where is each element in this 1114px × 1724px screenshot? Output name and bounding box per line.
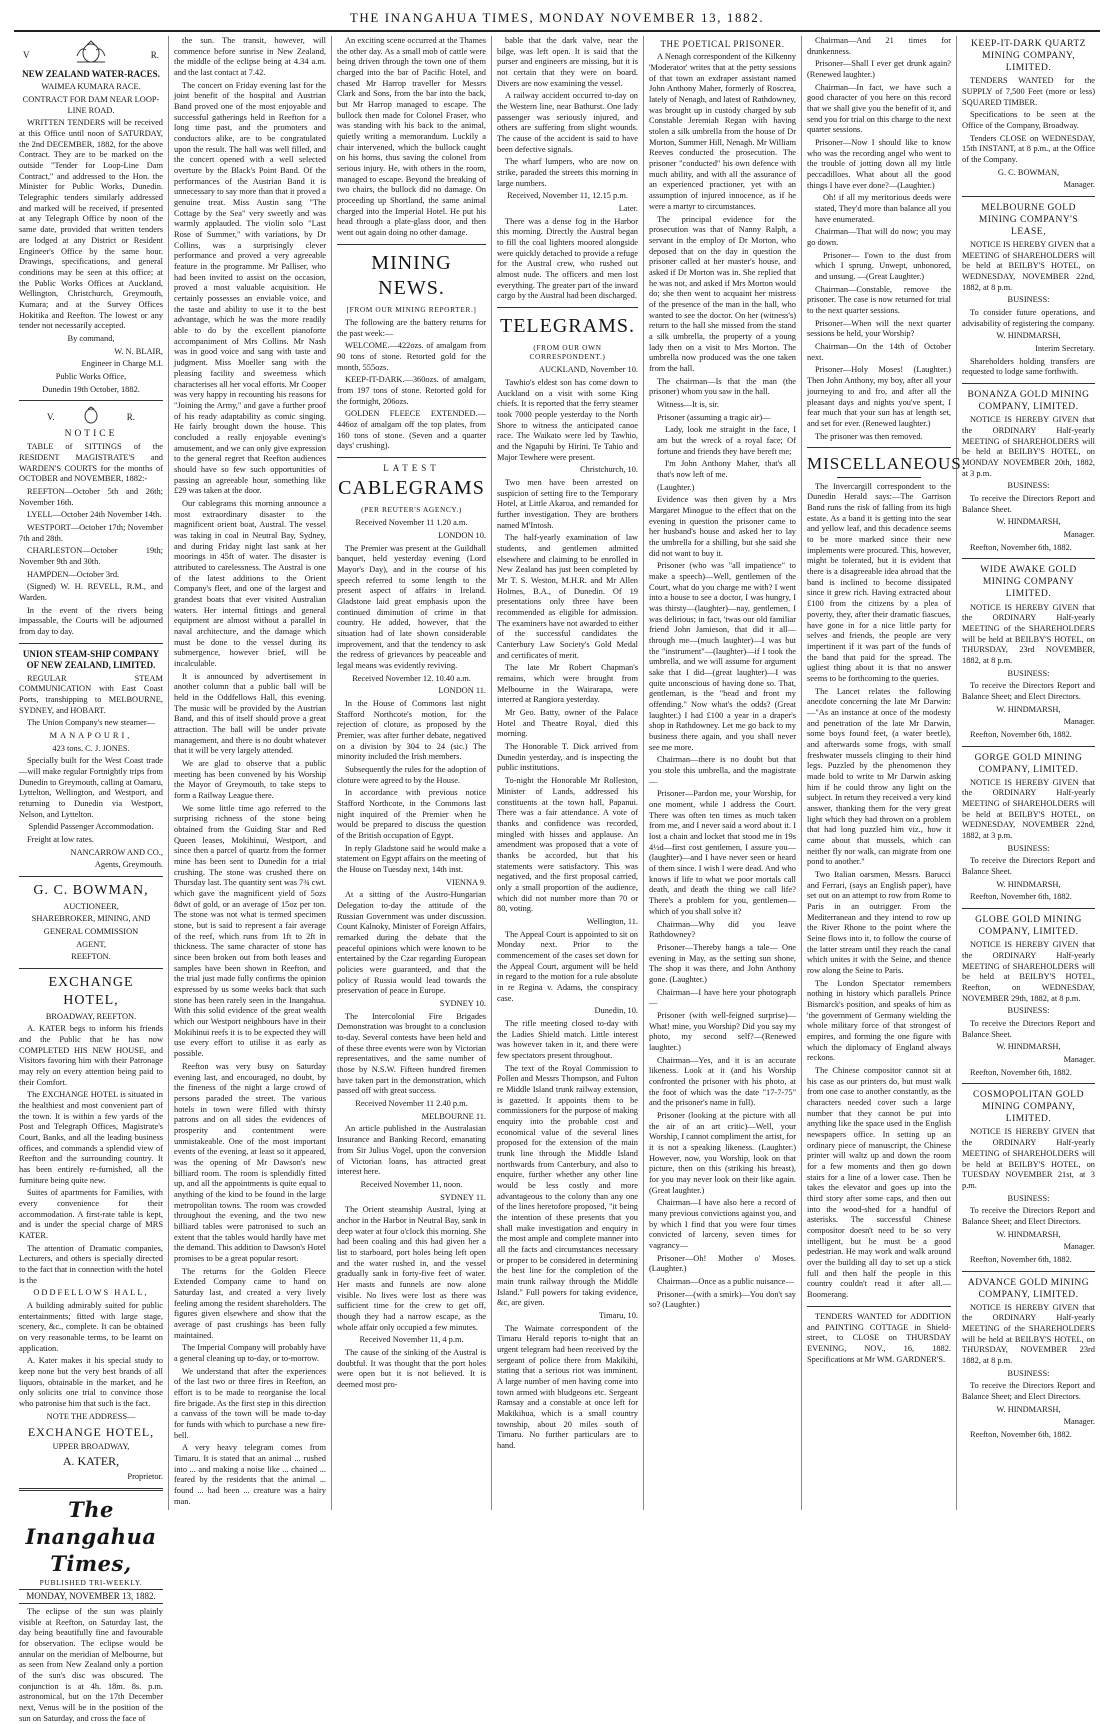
- telegram-place: Dunedin, 10.: [594, 1006, 638, 1016]
- ad-title: BONANZA GOLD MINING COMPANY, LIMITED.: [967, 390, 1090, 413]
- cable-body: At a sitting of the Austro-Hungarian Delegation to-day the attitude of the Russian Government was under discussion. Count Kalnoky, Minister of Foreign Affairs, remarked during the debate that the peaceful opinions which were known to be entertained by the Czar regarding European policies were guaranteed, and that the policy of Russia would lead towards the preservation of peace in Europe.: [337, 890, 486, 996]
- divider: [962, 1083, 1095, 1084]
- waterrace-sign-line: By command,: [67, 333, 115, 343]
- misc-paragraph: The Lancet relates the following anecdote concerning the late Mr Darwin:—"As an instance at once of the modesty and penetration of the late Mr Darwin, some boys found feet, (a water beetle), and afterwards some frogs, with small freshwater mussels clinging to their hind legs. Puzzled by the phenomenon they made bold to write to Mr Darwin asking him if he could throw any light on the subject. In return they received a very kind answer, thanking them for the very great light which they had thrown on a problem that had long puzzled him viz., how it came about that mussels, which can neither fly nor walk, can migrate from one pond to another.": [807, 686, 951, 867]
- divider: [19, 643, 163, 644]
- cable-body: The cause of the sinking of the Austral is doubtful. It was thought that the port holes were open but it is not believed. It is deemed most pro-: [337, 1347, 486, 1389]
- article-paragraph: Prisoner—Pardon me, your Worship, for one moment, while I address the Court. There was often ten times as much taken from me, and I never said a word about it. I lost a chain and locket that stood me in 19s 4½d—first cost gentlemen, I assure you—(laughter)—and I have never seen or heard of them since. I wish I were dead. And who knows if life to what we poor mortals call death, and death the thing we call life? There's a problem for you, gentlemen—which of you shall solve it?: [649, 789, 796, 916]
- ad-title: COSMOPOLITAN GOLD MINING COMPANY, LIMITED.: [973, 1090, 1084, 1125]
- article-paragraph: Witness—It is, sir.: [657, 399, 720, 409]
- telegram-body: The Appeal Court is appointed to sit on Monday next. Prior to the commencement of the cases set down for the Appeal Court, argument will be held in regard to the motion for a rule absolute in re Regina v. Adams, the conspiracy case.: [497, 929, 638, 1003]
- article-paragraph: Chairman—On the 14th of October next.: [807, 342, 951, 362]
- exchange-hotel-body: A. Kater makes it his special study to keep none but the very best brands of all liquors, obtainable in the market, and he only solicits one trial to convince those who patronise him that such is the fact.: [19, 1356, 163, 1409]
- exchange-hotel-address: UPPER BROADWAY,: [52, 1441, 130, 1451]
- misc-paragraph: The Invercargill correspondent to the Dunedin Herald says:—The Garrison Band runs the risk of falling from its high estate. As a band it is getting into the sear and yellow leaf, and this decadence seems to be more marked since their new implements were procured. This, however, might be tolerated, but it is evident that there is a disagreeable idea abroad that the band is inclined to become dissipated since it grew rich. Having extracted about £100 from the citizens by a plea of poverty, they, after their dramatic fiascues, have gone in for a nice little party for selves and friends, the people are very impertinent if it was part of the funds of the band that paid for the spread. The ugliest thing about it is that no answer seems to be forthcoming to the queries.: [807, 481, 951, 683]
- ad-body: NOTICE IS HEREBY GIVEN that the ORDINARY Half-yearly MEETING of SHAREHOLDERS will be held at BEILBY'S HOTEL, Reefton, on WEDNESDAY, NOVEMBER 29th, 1882, at 8 p.m.: [962, 940, 1095, 1003]
- steamer-name: MANAPOURI,: [49, 730, 133, 740]
- notice-sitting: WESTPORT—October 17th; November 7th and 28th.: [19, 523, 163, 543]
- timaru-article: A very heavy telegram comes from Timaru. It is stated that an animal ... rushed into ... and making a noise like ... chained ... feared by the residents that the animal ... found ... had been ... creature was a hairy man.: [174, 1443, 326, 1506]
- cable-body: The wharf lumpers, who are now on strike, paraded the streets this morning in large numbers.: [497, 157, 638, 188]
- exchange-hotel-address: NOTE THE ADDRESS—: [46, 1411, 136, 1421]
- divider: [19, 400, 163, 401]
- ad-date: Reefton, November 6th, 1882.: [970, 1254, 1072, 1264]
- cable-place: Later.: [618, 204, 638, 214]
- exchange-hotel-signature: A. KATER,: [62, 1454, 120, 1469]
- mining-return: GOLDEN FLEECE EXTENDED.—446oz of amalgam off the top plates, from 160 tons of stone. (Seven and a quarter days' crushing).: [337, 409, 486, 451]
- exchange-hotel-signature: Proprietor.: [127, 1471, 163, 1481]
- waterrace-signatory: W. N. BLAIR,: [114, 346, 163, 356]
- exchange-hotel-body: A. KATER begs to inform his friends and the Public that he has now COMPLETED HIS NEW HOUSE, and Visitors favoring him with their Patronage may rely on every attention being paid to their Comfort.: [19, 1024, 163, 1087]
- ad-business: BUSINESS:: [1007, 481, 1050, 491]
- bowman-line: AGENT,: [76, 939, 106, 949]
- article-paragraph: Chairman—And 21 times for drunkenness.: [807, 36, 951, 56]
- exchange-hotel-body: The attention of Dramatic companies, Lecturers, and others is specially directed to the fact that in connection with the hotel is the: [19, 1243, 163, 1285]
- cable-place: LONDON 10.: [438, 530, 486, 540]
- cable-body: In accordance with previous notice Stafford Northcote, in the Commons last night inquired of the Premier when he would be prepared to discuss the question of the British occupation of Egypt.: [337, 788, 486, 841]
- union-body: Specially built for the West Coast trade—will make regular Fortnightly trips from Dunedin to Greymouth, calling at Oamaru, Lyttelton, Wellington, and Westport, and returning to Dunedin via Westport, Nelson, and Lyttelton.: [19, 756, 163, 819]
- concert-article: The concert on Friday evening last for the joint benefit of the hospital and Austrian Band proved one of the most enjoyable and successful gatherings held in Reefton for a long time past, and the promoters and conductors alike, are to be congratulated upon the result. The hall was well filled, and the concert opened with a well selected overture by the Black's Point Band. Of the performances of the Austrian Band it is unnecessary to say more than that it proved a genuine treat. Miss Austin sang "The Cottage by the Sea" very sweetly and was warmly applauded. The violin solo "Last Rose of Summer," with variations, by Dr Collins, was a surprisingly clever performance and proved a very agreeable feature in the programme. Mr Palliser, who had been invited to assist on the occasion, proved a most valuable acquisition. He certainly possesses an enviable voice, and the taste and ability to use it to the best advantage, which he was the more readily able to do by the excellent pianoforte accompaniment of Mrs Collins. Mr Nash was in good voice and sang with taste and judgment. Miss Moeller sang with the pleasing facility and sweetness which characterises all her vocal efforts. Mr Cooper was very happy in recounting his reasons for "Joining the Army," and gave a further proof of his ready adaptability as comic singing. He fairly brought down the house. This concluded a really enjoyable evening's amusement, and we can only give expression to the general regret that Reefton audiences should have so few such opportunities of passing an agreeable hour, something like £29 was taken at the door.: [174, 80, 326, 496]
- article-paragraph: Chairman—there is no doubt but that you stole this umbrella, and the magistrate—: [649, 755, 796, 786]
- cable-body: Subsequently the rules for the adoption of cloture were agreed to by the House.: [337, 764, 486, 785]
- column-3: [332, 36, 492, 1510]
- article-paragraph: Prisoner (who was "all impatience" to make a speech)—Well, gentlemen of the Court, what do you charge me with? I went into a house to see a doctor, I was hungry, I was thirsty—(laughter)—nay, gentlemen, I was delirious; in fact, 'twas our old familiar friend John Jamieson, that did it all—through me—(much laughter)—I was but the "instrument"—(laughter)—if I took the umbrella, and we will assume for argument sake that I did—(great laughter)—I was quite unconscious of having done so. That, gentleman, is the "head and front my offending." Now what's the odds? (Great laughter.) I had £100 a year in a draper's shop in Rathdowney. Let me go back to my business there again, and you shall never see me more.: [649, 561, 796, 752]
- ad-signatory: W. HINDMARSH,: [996, 1229, 1061, 1239]
- ad-business: BUSINESS:: [1007, 1193, 1050, 1203]
- telegram-body: The late Mr Robert Chapman's remains, which were brought from Melbourne in the Wairarapa, were interred at Rangiora yesterday.: [497, 663, 638, 705]
- notice-signature: (Signed) W. H. REVELL, R.M., and Warden.: [19, 582, 163, 603]
- cable-body: An article published in the Australasian Insurance and Banking Record, emanating from Sir Julius Vogel, upon the conversion of Victorian loans, has attracted great interest here.: [337, 1124, 486, 1177]
- cable-date: Received November 11 2.40 p.m.: [355, 1099, 468, 1109]
- fire-brigade-article: We understand that after the experiences of the last two or three fires in Reefton, an effort is to be made to reorganise the local fire brigade. As the first step in this direction a canvass of the town will be made to-day for funds with which to purchase a new fire-bell.: [174, 1366, 326, 1440]
- waterrace-contract: CONTRACT FOR DAM NEAR LOOP-LINE ROAD.: [22, 95, 160, 115]
- ad-title: GLOBE GOLD MINING COMPANY, LIMITED.: [975, 915, 1082, 938]
- divider: [497, 307, 638, 308]
- railway-league-article: We are glad to observe that a public meeting has been convened by his Worship the Mayor of Greymouth, to take steps to form a Railway League there.: [174, 759, 326, 801]
- column-1: [14, 36, 169, 1723]
- telegram-place: AUCKLAND, November 10.: [538, 365, 638, 375]
- mining-return: KEEP-IT-DARK.—360ozs. of amalgam, from 197 tons of stone. Retorted gold for the fortnight, 206ozs.: [337, 375, 486, 406]
- crest-icon: [80, 406, 102, 424]
- cable-place: VIENNA 9.: [445, 877, 486, 887]
- telegram-body: The Honorable T. Dick arrived from Dunedin yesterday, and is inspecting the public institutions.: [497, 742, 638, 773]
- ad-body: NOTICE IS HEREBY GIVEN that the ORDINARY Half-yearly MEETING of SHAREHOLDERS will be held at BEILBY'S HOTEL, on WEDNESDAY, NOVEMBER 22nd, 1882, at 3 p.m.: [962, 777, 1095, 841]
- union-body: REGULAR STEAM COMMUNICATION with East Coast Ports, transhipping to MELBOURNE, SYDNEY, and HOBART.: [19, 673, 163, 715]
- thames-article: An exciting scene occurred at the Thames the other day. As a small mob of cattle were being driven through the town one of them charged into the bar of Pacific Hotel, and chased Mr Harrop traveller for Messrs Clark and Sons, from the bar into the back, but Mr Harrop managed to escape. The bullock then made for Colonel Fraser, who was standing with his back to the animal, quietly writing a memorandum. Luckily a chair intervened, which the bullock caught on his horns, thus saving the colonel from serious injury. He, with others in the room, managed to escape. Beyond the breaking of two chairs, the bullock did no damage. On proceeding up Shortland, the same animal charged into the Imperial Hotel. He put his head through a plate-glass door, and then went out again doing no other damage.: [337, 36, 486, 238]
- waterrace-title: NEW ZEALAND WATER-RACES.: [22, 69, 160, 79]
- article-paragraph: Prisoner—Oh! Mother o' Moses. (Laughter.): [649, 1253, 796, 1274]
- ad-signatory: W. HINDMARSH,: [996, 1404, 1061, 1414]
- union-signature: NANCARROW AND CO.,: [70, 847, 163, 857]
- notice-sitting: REEFTON—October 5th and 26th; November 16th.: [19, 486, 163, 507]
- mining-news-byline: [FROM OUR MINING REPORTER.]: [346, 304, 477, 314]
- waterrace-body: WRITTEN TENDERS will be received at this Office until noon of SATURDAY, the 2nd DECEMBER, 1882, for the above Contract. They are to be marked on the outside "Tender for Loop-Line Dam Contract," and addressed to the Hon. the Minister for Public Works, Dunedin. Telegraphic tenders similarly addressed and marked will be received, if presented at any Telegraph Office by noon of the same date, provided that written tenders are lodged at any District or Resident Engineer's Office by the same hour. Drawings, specifications, and general conditions may be seen at this office; at the Public Works Offices at Auckland, Wellington, Christchurch, Greymouth, Kumara; and at the Survey Offices Hokitika and Reefton. The lowest or any tender not necessarily accepted.: [19, 118, 163, 331]
- telegram-place: Wellington, 11.: [586, 916, 638, 926]
- ad-body: Shareholders holding transfers are requested to lodge same forthwith.: [962, 356, 1095, 377]
- waterrace-sign-line: Dunedin 19th October, 1882.: [42, 384, 140, 394]
- ad-title: ADVANCE GOLD MINING COMPANY, LIMITED.: [967, 1277, 1090, 1300]
- cable-body: In the House of Commons last night Stafford Northcote's motion, for the rejection of cloture, as proposed by the Premier, was after further debate, negatived on a division by 304 to 24 (sic.) The minority included the Irish members.: [337, 698, 486, 762]
- ad-body: NOTICE IS HEREBY GIVEN that the ORDINARY Half-yearly MEETING of SHAREHOLDERS will be held at BEILBY'S HOTEL, on MONDAY NOVEMBER 20th, 1882, at 3 p.m.: [962, 415, 1095, 478]
- waterrace-sign-line: Public Works Office,: [55, 371, 127, 381]
- imperial-article: The Imperial Company will probably have a general cleaning up to-day, or to-morrow.: [174, 1343, 326, 1363]
- masthead-date: MONDAY, NOVEMBER 13, 1882.: [19, 1589, 163, 1604]
- cable-place: MELBOURNE 11.: [421, 1111, 486, 1121]
- exchange-hotel-body: Suites of apartments for Families, with every convenience for their accommodation. A first-rate table is kept, and is under the special charge of MRS KATER.: [19, 1188, 163, 1241]
- ad-date: Reefton, November 6th, 1882.: [970, 892, 1072, 902]
- divider: [807, 1306, 951, 1307]
- ad-title: MELBOURNE GOLD MINING COMPANY'S LEASE,: [978, 202, 1079, 238]
- notice-body: TABLE of SITTINGS of the RESIDENT MAGISTRATE'S and WARDEN'S COURTS for the months of OCTOBER and NOVEMBER, 1882:-: [19, 442, 163, 484]
- telegrams-title: TELEGRAMS.: [500, 315, 635, 338]
- article-paragraph: The chairman—Is that the man (the prisoner) whom you saw in the hall.: [649, 376, 796, 397]
- ad-business: BUSINESS:: [1007, 1006, 1050, 1016]
- saturday-evening-article: Reefton was very busy on Saturday evening last, and encouraged, no doubt, by the fineness of the night a large crowd of persons paraded the street. The various hotels in town were filled with thirsty patrons and on all sides the evidences of prosperity and contentment were unmistakeable. One of the most important events of the evening, at least so it appeared, was the opening of Mr Dawson's new billiard room. The room is splendidly fitted up, and all the appointments is quite equal to anything of the kind to be found in the large metropolitan towns. The room was crowded throughout the evening, and the two new billiard tables were patronised to such an extent that the tables would hardly have met the demand. This addition to Dawson's Hotel promises to be a great popular resort.: [174, 1061, 326, 1263]
- ad-body: Tenders CLOSE on WEDNESDAY, 15th INSTANT, at 8 p.m., at the Office of the Company.: [962, 133, 1095, 164]
- cablegrams-title: CABLEGRAMS: [338, 477, 485, 500]
- article-paragraph: Prisoner—Now I should like to know who was the recording angel who went to the trouble of jotting down all my little peccadilloes. What about all the good things I have ever done?—(Laughter.): [807, 138, 951, 190]
- divider: [962, 908, 1095, 909]
- exchange-hotel-body: The EXCHANGE HOTEL is situated in the healthiest and most convenient part of the town. It is within a few yards of the Post and Telegraph Offices, Magistrate's Court, Banks, and all the leading business offices, and commands a splendid view of Reefton and the surrounding country. It has been entirely re-furnished, all the furniture being quite new.: [19, 1090, 163, 1185]
- ad-business: BUSINESS:: [1007, 295, 1050, 305]
- union-line: 423 tons. C. J. JONES.: [52, 743, 130, 753]
- bowman-line: GENERAL COMMISSION: [43, 927, 139, 937]
- royal-crest-2: [19, 406, 163, 426]
- telegram-place: Timaru, 10.: [598, 1311, 638, 1321]
- notice-title: NOTICE: [64, 429, 118, 440]
- telegram-place: Christchurch, 10.: [580, 465, 638, 475]
- ad-signatory: Manager.: [1063, 1417, 1095, 1427]
- article-paragraph: A Nenagh correspondent of the Kilkenny 'Moderator' writes that at the petty sessions of that town an exdraper assistant named John Anthony Maher, formerly of Roscrea, lately of Nenagh, and latest of Rathdowney, was brought up in custody charged by sub Constable Jeremiah Regan with having stolen a silk umbrella from the house of Dr Morton, Summer Hill, Nenagh. Mr William Reeves conducted the prosecution. The prisoner "conducted" his own defence with much ability, and with all the assurance of an experienced practioner, yet with an assumption of injured innocence, as if he were a martyr to circumstances.: [649, 52, 796, 211]
- article-paragraph: Prisoner—(with a smirk)—You don't say so? (Laughter.): [649, 1289, 796, 1310]
- union-line: The Union Company's new steamer—: [27, 718, 156, 728]
- article-paragraph: Chairman—Constable, remove the prisoner. The case is now returned for trial to the next quarter sessions.: [807, 284, 951, 316]
- article-paragraph: Chairman—I have also here a record of many previous convictions against you, and by which I find that you were four times convicted of larceny, seven times for vagrancy—: [649, 1198, 797, 1250]
- article-paragraph: Prisoner—When will the next quarter sessions be held, your Worship?: [807, 318, 951, 339]
- ad-signatory: Manager.: [1063, 180, 1095, 190]
- poetical-prisoner-title: THE POETICAL PRISONER.: [660, 39, 785, 49]
- cablegrams-byline: (PER REUTER'S AGENCY.): [361, 504, 462, 514]
- misc-paragraph: Two Italian oarsmen, Messrs. Barucci and Ferrari, (says an English paper), have set out on an attempt to row from Rome to Paris in an outrigger. From the Mediterranean and they intend to row up the River Rhone to the point where the Seine flows into it, to follow the course of the latter stream until they reach the canal which unites it with the Seine, and thence row along the Seine to Paris.: [807, 869, 951, 975]
- ad-date: Reefton, November 6th, 1882.: [970, 1430, 1072, 1440]
- crest-letter-right: R.: [150, 50, 159, 60]
- notice-sitting: HAMPDEN—October 3rd.: [27, 569, 120, 579]
- mining-news-title: MINING NEWS.: [371, 251, 452, 300]
- ad-signatory: Manager.: [1063, 1054, 1095, 1064]
- ad-signatory: W. HINDMARSH,: [996, 517, 1061, 527]
- article-paragraph: The principal evidence for the prosecution was that of Nanny Ralph, a servant in the employ of Dr Morton, who deposed that on the day in question the prisoner called at her master's house, and asked if Dr Morton was in. She replied that he was not, and asked if Mrs Morton would do; she then went to acquaint her mistress of the presence of the man in the hall, who wanted to see the doctor. On her (witness's) return to the hall she missed from the stand a silk umbrella, the property of a young lady then on a visit to Mrs Morton. The umbrella now produced was the one taken from the hall.: [649, 214, 796, 373]
- verse: Prisoner— I'own to the dust from which I sprung. Unwept, unhonored, and unsung. —(Great Laughter.): [815, 250, 951, 282]
- union-line: Splendid Passenger Accommodation.: [28, 822, 154, 832]
- divider: [19, 1488, 163, 1491]
- tender-ad: TENDERS WANTED for ADDITION and PAINTING COTTAGE in Shield-street, to CLOSE on THURSDAY EVENING, NOV., 16, 1882. Specifications at Mr WM. GARDNER'S.: [807, 1311, 951, 1364]
- telegram-body: Two men have been arrested on suspicion of setting fire to the Temporary Hotel, at Little Akaroa, and remanded for further investigation. They are brothers named M'Intosh.: [497, 478, 638, 530]
- cable-body: The Premier was present at the Guildhall banquet, held yesterday evening (Lord Mayor's Day), and in the course of his speech referred to some length to the present aspect of affairs in Ireland. Gladstone laid great emphasis upon the continued diminution of crime in that country. He added, however, that the situation had of late shown considerable improvement, and that the tendency to ask the redress of grievances by peaceable and legal means was evidently reviving.: [337, 543, 486, 670]
- ad-body: NOTICE IS HEREBY GIVEN that a MEETING of SHAREHOLDERS will be held at BEILBY'S HOTEL, on WEDNESDAY, NOVEMBER 22nd, 1882, at 8 p.m.: [962, 240, 1095, 292]
- divider: [962, 383, 1095, 384]
- article-paragraph: Chairman—In fact, we have such a good character of you here on this record that we shall give you the benefit of it, and send you for trial on this charge to the next quarter sessions.: [807, 82, 951, 135]
- telegram-body: To-night the Honorable Mr Rolleston, Minister of Lands, addressed his constituents at the town hall, Papanui. There was a fair attendance. A vote of thanks and confidence was recorded, mingled with hisses and applause. An amendment was proposed that a vote of thanks be accorded, but that his statements were satisfactory. This was negatived, and the first proposal carried, only a small proportion of the audience, which did not number more than 70 or 80, voting.: [497, 776, 638, 914]
- ad-body: To receive the Directors Report and Balance Sheet; and Elect Directors.: [962, 681, 1095, 701]
- telegram-body: Mr Geo. Batty, owner of the Palace Hotel and Theatre Royal, died this morning.: [497, 708, 638, 739]
- misc-paragraph: The Chinese compositor cannot sit at his case as our printers do, but must walk from one case to another constantly, as the characters needed cover such a large number that they cannot be put into anything like the space used in the English newspapers office. In setting up an ordinary piece of manuscript, the Chinese printer will waltz up and down the room for a few moments and then go down stairs for a line of a lower case. Then he takes the elevator and goes up into the third story after some caps, and then out into the wood-shed for a handful of asterisks. The successful Chinese compositor doesn't need to be so very intelligent, but he must be a good pedestrian. He may work and walk around over the building all day to set up a stick full and then half the people in this country couldn't read it after all.—Boomerang.: [807, 1066, 951, 1300]
- masthead-subtitle: PUBLISHED TRI-WEEKLY.: [39, 1578, 143, 1588]
- divider: [962, 196, 1095, 197]
- article-paragraph: Chairman—Yes, and it is an accurate likeness. Look at it (and his Worship confronted the prisoner with his photo, at the foot of which was the date "17-7-75" and the prisoner's name in full).: [649, 1055, 796, 1108]
- notice-footnote: In the event of the rivers being impassable, the Courts will be adjourned from day to day.: [19, 605, 163, 637]
- ad-signatory: W. HINDMARSH,: [996, 879, 1061, 889]
- header-rule: [14, 30, 1100, 32]
- bowman-line: AUCTIONEER,: [63, 901, 119, 911]
- article-paragraph: (Laughter.): [657, 482, 695, 492]
- column-4: [492, 36, 644, 1510]
- ad-body: To consider future operations, and advisability of registering the company.: [962, 308, 1095, 328]
- ad-signatory: G. C. BOWMAN,: [997, 167, 1060, 177]
- ad-business: BUSINESS:: [1007, 668, 1050, 678]
- waterrace-sign-line: Engineer in Charge M.I.: [81, 359, 163, 369]
- divider: [337, 457, 486, 458]
- telegram-body: The half-yearly examination of law students, and gentlemen admitted elsewhere and claiming to be enrolled in New Zealand has just been completed by Mr T. S. Weston, M.H.R. and Mr Allen Holmes, B.A., of Dunedin. Of 19 presentations only three have been recommended as eligible for admission. The examiners have not awarded to either of the successful candidates the Canterbury Law Society's Gold Medal and certificates of merit.: [497, 533, 638, 660]
- article-paragraph: The prisoner was then removed.: [815, 431, 923, 441]
- cable-date: Received, November 11, 12.15 p.m.: [507, 191, 628, 201]
- divider: [962, 746, 1095, 747]
- article-paragraph: the sun. The transit, however, will commence before sunrise in New Zealand, the middle of the eclipse being at 4.34 a.m. and the last contact at 7.42.: [174, 36, 326, 78]
- misc-paragraph: The London Spectator remembers nothing in history which parallels Prince Bismarck's position, and speaks of him as 'the government of Germany wielding the whole military force of that strongest of empires, and forming the one figure with which the diplomacy of England always reckons.: [807, 978, 951, 1063]
- crest-letter-right: R.: [126, 412, 135, 423]
- ad-signatory: Manager.: [1063, 717, 1095, 727]
- cable-date: Received November 11, noon.: [360, 1179, 463, 1189]
- ad-body: To receive the Directors Report and Balance Sheet.: [962, 493, 1095, 514]
- page-header: THE INANGAHUA TIMES, MONDAY NOVEMBER 13, 1882.: [349, 10, 765, 25]
- golden-fleece-article: The returns for the Golden Fleece Extended Company came to hand on Saturday last, and created a very lively feeling among the resident shareholders. The figures given elsewhere and show that the average of past crushings has been fully maintained.: [174, 1266, 326, 1340]
- article-paragraph: Prisoner—Shall I ever get drunk again? (Renewed laughter.): [807, 59, 951, 80]
- ad-signatory: W. HINDMARSH,: [996, 1042, 1061, 1052]
- divider: [337, 244, 486, 245]
- notice-sitting: CHARLESTON—October 19th; November 9th and 30th.: [19, 546, 163, 567]
- cable-date: Received November 12. 10.40 a.m.: [352, 673, 471, 683]
- cablegrams-pretitle: LATEST: [383, 463, 440, 473]
- telegram-body: The rifle meeting closed to-day with the Ladies Shield match. Little interest was however taken in it, and there were few spectators present throughout.: [497, 1018, 638, 1060]
- notice-sitting: LYELL—October 24th November 14th.: [27, 510, 162, 520]
- verse: Oh! if all my meritorious deeds were stated, They'd more than balance all you have enumerated.: [815, 193, 951, 224]
- cable-place: SYDNEY 10.: [439, 999, 486, 1009]
- article-paragraph: Prisoner (with well-feigned surprise)—What! mine, you Worship? Did you say my photo, my second self?—(Renewed laughter.): [649, 1010, 796, 1052]
- cable-body: A railway accident occurred to-day on the Western line, near Bathurst. One lady passenger was seriously injured, and others are suffering from slight wounds. The cause of the accident is said to have been defective signals.: [497, 91, 638, 154]
- exchange-hotel-address: EXCHANGE HOTEL,: [27, 1424, 155, 1439]
- article-paragraph: Prisoner—Holy Moses! (Laughter.) Then John Anthony, my boy, after all your journeying to and fro, and after all the pleasant days and nights you've spent, I fear much that your sun has at length set, and set for ever. (Renewed laughter.): [807, 365, 951, 428]
- divider: [962, 1271, 1095, 1272]
- ad-body: NOTICE IS HEREBY GIVEN that the ORDINARY Half-yearly MEETING of the SHAREHOLDERS will be held at BEILBY'S HOTEL, on THURSDAY, 23rd NOVEMBER, 1882, at 8 p.m.: [962, 602, 1095, 665]
- column-6: [802, 36, 967, 1510]
- ad-title: WIDE AWAKE GOLD MINING COMPANY LIMITED.: [980, 565, 1077, 600]
- quartz-article: We some little time ago referred to the surprising richness of the stone being obtained from the Guiding Star and Red Queen leases, Mokihinui, Westport, and since then a parcel of quartz from the former mine has been sent to Dunedin for a trial crushing. The stone was crushed there on Thursday last. The quantity sent was 7¾ cwt. which gave the magnificent yield of 5ozs 8dwt of gold, or an average of 15oz per ton. The stone was not what is termed specimen stone, but is said to represent a fair average of the reef, which runs from 1ft to 2ft in thickness. The same character of stone has since been broken out from both leases and samples have been shown in Reefton, and the trial just made fully confirms the opinion expressed by us some weeks back that such stone has been rarely seen in the Inangahua. With this solid evidence of the great wealth which our Westport neighbours have in their Mokihinui reefs it is to be expected they will use every effort to utilise it as early as possible.: [174, 803, 326, 1059]
- article-paragraph: Chairman—Why did you leave Rathdowney?: [649, 919, 796, 940]
- article-paragraph: Chairman—That will do now; you may go down.: [807, 227, 951, 248]
- verse: Lady, look me straight in the face, I am but the wreck of a royal face; Of fortune and friends they have bereft me;: [657, 425, 796, 456]
- ad-signatory: Manager.: [1063, 1242, 1095, 1252]
- ad-business: BUSINESS:: [1007, 843, 1050, 853]
- newspaper-columns: [14, 36, 1100, 1723]
- column-2: [169, 36, 332, 1510]
- eclipse-article: The eclipse of the sun was plainly visible at Reefton, on Saturday last, the day being beautifully fine and favourable for observation. The eclipse would be annular on the meridian of Melbourne, but as seen from New Zealand only a portion of the sun's disc was obscured. The conjunction is at 4h. 18m. 8s. p.m. astronomical, but on the 17th December next, Venus will be in the position of the sun on Saturday, and cross the face of: [19, 1607, 163, 1723]
- cable-body: The Intercolonial Fire Brigades Demonstration was brought to a conclusion to-day. Several contests have been held and of these three events were won by Victorian representatives, and the same number of those by N.S.W. Fifteen hundred firemen have taken part in the demonstration, which passed off with great success.: [337, 1011, 486, 1096]
- column-7: [957, 36, 1100, 1510]
- telegram-body: The Waimate correspondent of the Timaru Herald reports to-night that an urgent telegram had been received by the sergeant of police there from Makikihi, stating that a serious riot was imminent. A large number of men having come into town armed with bludgeons etc. Sergeant Ramsay and a constable at once left for Makikihua, which is a small country township, about 20 miles south of Timaru. No further particulars are to hand.: [497, 1323, 638, 1451]
- ad-date: Reefton, November 6th, 1882.: [970, 729, 1072, 739]
- exchange-hotel-title: EXCHANGE HOTEL,: [48, 975, 134, 1008]
- article-paragraph: Prisoner (assuming a tragic air)—: [657, 412, 771, 422]
- austral-article: Our cablegrams this morning announce a most extraordinary disaster to the magnificent orient boat, Austral. The vessel was taking in coal in Neutral Bay, Sydney, and during Friday night last sank at her moorings in 45ft of water. The disaster is attributed to carelessness. The Austral is one of the latest additions to the Orient Company's fleet, and one of the largest and grandest boats that ever visited Australian waters. Her internal fittings and general equipment are almost without a parallel in naval architecture, and the damage which must be done to the vessel during its submergence, however brief, will be incalculable.: [174, 498, 326, 668]
- waterrace-subtitle: WAIMEA KUMARA RACE.: [41, 82, 141, 92]
- divider: [19, 968, 163, 969]
- cable-body: There was a dense fog in the Harbor this morning. Directly the Austral began to fill the coal lighters moored alongside were quickly detached to provide a refuge for the Austral crew, who rushed out almost nude. The officers and men lost everything. The greater part of the inward cargo by the Austral had been discharged.: [497, 216, 638, 301]
- bowman-line: REEFTON.: [71, 952, 111, 962]
- telegram-body: Tawhio's eldest son has come down to Auckland on a visit with some King chiefs. It is reported that the ferry steamer took 7000 people yesterday to the North Shore to witness the anticipated canoe race. The Waikato were led by Tawhio, and the Ngapuhi by Hirini. Te Tahio and Major Tewhere were present.: [497, 377, 638, 462]
- divider: [19, 876, 163, 877]
- ad-body: To receive the Directors Report and Balance Sheet.: [962, 856, 1095, 877]
- cable-place: SYDNEY 11.: [440, 1192, 486, 1202]
- cable-body: bable that the dark valve, near the bilge, was left open. It is said that the purser and engineers are missing, but it is not certain that they were on board. Divers are now examining the vessel.: [497, 36, 638, 88]
- ad-date: Reefton, November 6th, 1882.: [970, 1067, 1072, 1077]
- divider: [962, 558, 1095, 559]
- mining-return: WELCOME.—422ozs. of amalgam from 90 tons of stone. Retorted gold for the month, 555ozs.: [337, 341, 486, 372]
- crest-letter-left: V.: [47, 412, 55, 423]
- bowman-line: SHAREBROKER, MINING, AND: [31, 914, 151, 924]
- article-paragraph: Prisoner (looking at the picture with all the air of an art critic)—Well, your Worship, I cannot compliment the artist, for it is not a speaking likeness. (Laughter.) However, now, you Worship, look on that picture, then on this (striking his breast), for you may never look on their like again. (Great laughter.): [649, 1110, 796, 1195]
- verse: I'm John Anthony Maher, that's all that's now left of me.: [657, 459, 796, 479]
- miscellaneous-title: MISCELLANEOUS.: [807, 454, 967, 474]
- ad-date: Reefton, November 6th, 1882.: [970, 542, 1072, 552]
- union-signature: Agents, Greymouth.: [94, 860, 163, 870]
- ad-signatory: W. HINDMARSH,: [996, 704, 1061, 714]
- bowman-title: G. C. BOWMAN,: [33, 882, 149, 898]
- ad-title: KEEP-IT-DARK QUARTZ MINING COMPANY, LIMITED.: [971, 39, 1086, 74]
- article-paragraph: Prisoner—Thereby hangs a tale— One evening in May, as the setting sun shone, The shop it was there, and John Anthony gone. (Laughter.): [649, 942, 796, 984]
- ad-body: TENDERS WANTED for the SUPPLY of 7,500 Feet (more or less) SQUARED TIMBER.: [962, 76, 1095, 107]
- divider: [807, 447, 951, 448]
- article-paragraph: Evidence was then given by a Mrs Margaret Minogue to the effect that on the evening in question the prisoner came to her husband's house and asked her to lay the umbrella for a shilling, but she said she did not want to buy it.: [649, 495, 796, 558]
- ad-body: NOTICE IS HEREBY GIVEN that the ORDINARY Half-yearly MEETING of SHAREHOLDERS will be held at BEILBY'S HOTEL, on TUESDAY NOVEMBER 21st, at 3 p.m.: [962, 1127, 1095, 1190]
- ball-article: It is announced by advertisement in another column that a public ball will be held in the Oddfellows Hall, this evening. The music will be provided by the Austrian Band, and this of itself should prove a great attraction. The ball will be under private management, and there is no doubt whatever that it will be very largely attended.: [174, 671, 326, 756]
- column-5: [644, 36, 802, 1510]
- cable-date: Received November 11 1.20 a.m.: [355, 518, 468, 528]
- cable-body: In reply Gladstone said he would make a statement on Egypt affairs on the meeting of the House on Tuesday next, 14th inst.: [337, 843, 486, 875]
- ad-body: To receive the Directors Report and Balance Sheet; and Elect Directors.: [962, 1206, 1095, 1226]
- crest-icon: [71, 40, 111, 64]
- cable-place: LONDON 11.: [438, 686, 486, 696]
- ad-business: BUSINESS:: [1007, 1368, 1050, 1378]
- exchange-hotel-body: A building admirably suited for public entertainments; fitted with large stage, scenery, &c., complete. It can be obtained on very reasonable terms, to be learnt on application.: [19, 1301, 163, 1353]
- masthead: The Inangahua Times,: [25, 1497, 157, 1576]
- ad-title: GORGE GOLD MINING COMPANY, LIMITED.: [974, 752, 1083, 775]
- union-line: Freight at low rates.: [27, 834, 94, 844]
- article-paragraph: Chairman—I have here your photograph—: [649, 987, 796, 1008]
- ad-body: NOTICE IS HEREBY GIVEN that the ORDINARY Half-yearly MEETING of the SHAREHOLDERS will be held at BEILBY'S HOTEL, on THURSDAY, NOVEMBER 23rd 1882, at 8 p.m.: [962, 1302, 1095, 1366]
- mining-paragraph: The following are the battery returns for the past week:—: [337, 317, 486, 338]
- telegram-body: The text of the Royal Commission to Pollen and Messrs Thompson, and Fulton re Middle Island trunk railway extension, is gazetted. It appoints them to be commissioners for the purpose of making enquiry into the probable cost and economical value of the several lines proposed for the extension of the main trunk line through the Middle Island northwards from Canterbury, and also to enquire, further whether any other line would be less costly and more advantageous to the colony than any one of the lines heretofore proposed, "it being the intention of these presents that you shall make investigation and enquiry in the most ample and complete manner into all the facts and circumstances necessary or proper to be considered in determining the best line for the completion of the main trunk railway through the Middle Island." Full powers for taking evidence, &c, are given.: [497, 1063, 638, 1308]
- ad-body: Specifications to be seen at the Office of the Company, Broadway.: [962, 110, 1095, 130]
- article-paragraph: Chairman—Once as a public nuisance—: [657, 1277, 794, 1286]
- cable-date: Received November 11, 4 p.m.: [359, 1335, 464, 1345]
- union-title: UNION STEAM-SHIP COMPANY OF NEW ZEALAND, LIMITED.: [22, 648, 160, 671]
- ad-signatory: Manager.: [1063, 530, 1095, 539]
- ad-signatory: Interim Secretary.: [1035, 344, 1095, 354]
- divider: [837, 477, 921, 478]
- royal-crest-1: [19, 40, 163, 66]
- exchange-hotel-address: BROADWAY, REEFTON.: [45, 1011, 137, 1021]
- ad-signatory: W. HINDMARSH,: [996, 331, 1061, 341]
- crest-letter-left: V: [23, 50, 30, 60]
- cable-body: The Orient steamship Austral, lying at anchor in the Harbor in Neutral Bay, sank in deep water at four o'clock this morning. She had been coaling and this had given her a list to starboard, port holes being left open and the water rushed in, and the vessel gradually sank in forty-five feet of water. Her masts and funnels are now alone visible. No lives were lost as there was sufficient time for the crew to get off, though they had a narrow escape, as the whole affair only occupied a few minutes.: [337, 1205, 486, 1332]
- oddfellows-hall: ODDFELLOWS HALL,: [33, 1288, 149, 1298]
- ad-body: To receive the Directors Report and Balance Sheet; and Elect Directors.: [962, 1381, 1095, 1402]
- telegrams-byline: (FROM OUR OWN CORRESPONDENT.): [529, 342, 606, 361]
- ad-body: To receive the Directors Report and Balance Sheet.: [962, 1018, 1095, 1039]
